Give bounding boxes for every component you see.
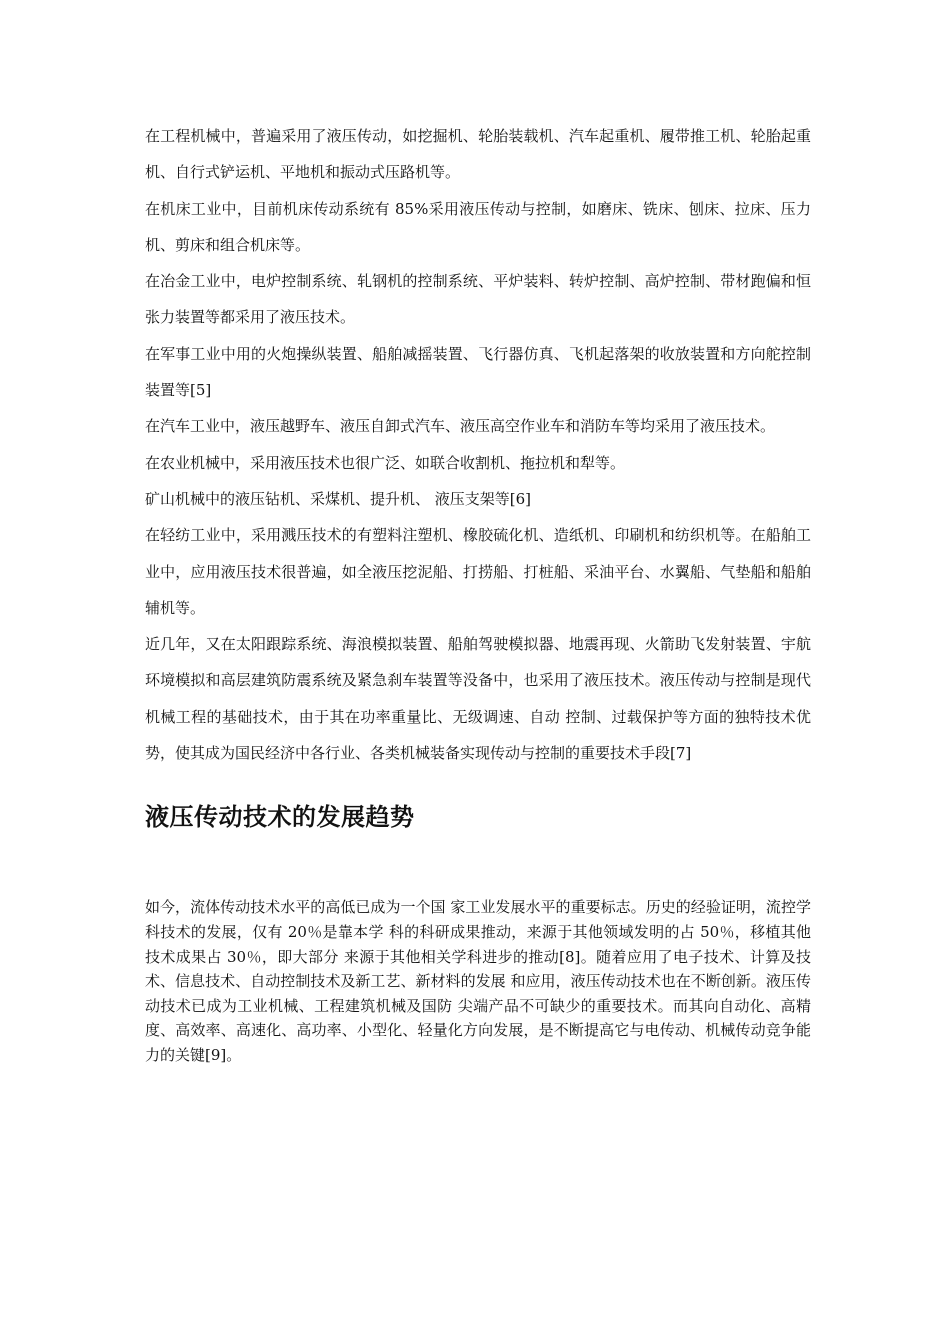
paragraph-mining-machinery: 矿山机械中的液压钻机、采煤机、提升机、 液压支架等[6]: [145, 489, 532, 508]
paragraph-development-trend: 如今，流体传动技术水平的高低已成为一个国 家工业发展水平的重要标志。历史的经验证明，流控学科技术的发展，仅有 20％是靠本学 科的科研成果推动，来源于其他领域发明的占 50％，移植其他技术成果占 30％，即大部分 来源于其他相关学科进步的推动[8]。随着应用了电子技术、计算及技术、信息技术、自动控制技术及新工艺、新材料的发展 和应用，液压传动技术也在不断创新。液压传动技术已成为工业机械、工程建筑机械及国防 尖端产品不可缺少的重要技术。而其向自动化、高精度、高效率、高速化、高功率、小型化、轻量化方向发展，是不断提高它与电传动、机械传动竞争能力的关键[9]。: [145, 898, 811, 1064]
document-page: [145, 118, 811, 1068]
paragraph-recent-applications: 近几年，又在太阳跟踪系统、海浪模拟装置、船舶驾驶模拟器、地震再现、火箭助飞发射装置、宇航环境模拟和高层建筑防震系统及紧急刹车装置等没备中，也采用了液压技术。液压传动与控制是现代机械工程的基础技术，由于其在功率重量比、无级调速、自动 控制、过载保护等方面的独特技术优势，使其成为国民经济中各行业、各类机械装备实现传动与控制的重要技术手段[7]: [145, 635, 811, 763]
paragraph-construction-machinery: 在工程机械中，普遍采用了液压传动，如挖掘机、轮胎装载机、汽车起重机、履带推工机、轮胎起重机、自行式铲运机、平地机和振动式压路机等。: [145, 127, 811, 182]
paragraph-metallurgy-industry: 在冶金工业中，电炉控制系统、轧钢机的控制系统、平炉装料、转炉控制、高炉控制、带材跑偏和恒张力装置等都采用了液压技术。: [145, 272, 811, 327]
paragraph-machine-tool-industry: 在机床工业中，目前机床传动系统有 85%采用液压传动与控制，如磨床、铣床、刨床、拉床、压力机、剪床和组合机床等。: [145, 199, 811, 254]
paragraph-agricultural-machinery: 在农业机械中，采用液压技术也很广泛、如联合收割机、拖拉机和犁等。: [145, 453, 626, 472]
paragraph-light-textile-shipping: 在轻纺工业中，采用溅压技术的有塑料注塑机、橡胶硫化机、造纸机、印刷机和纺织机等。在船舶工业中，应用液压技术很普遍，如全液压挖泥船、打捞船、打桩船、采油平台、水翼船、气垫船和船舶辅机等。: [145, 526, 811, 617]
section-heading: 液压传动技术的发展趋势: [145, 803, 415, 832]
paragraph-military-industry: 在军事工业中用的火炮操纵装置、船舶减摇装置、飞行器仿真、飞机起落架的收放装置和方向舵控制装置等[5]: [145, 344, 811, 400]
paragraph-automotive-industry: 在汽车工业中，液压越野车、液压自卸式汽车、液压高空作业车和消防车等均采用了液压技术。: [145, 417, 776, 436]
